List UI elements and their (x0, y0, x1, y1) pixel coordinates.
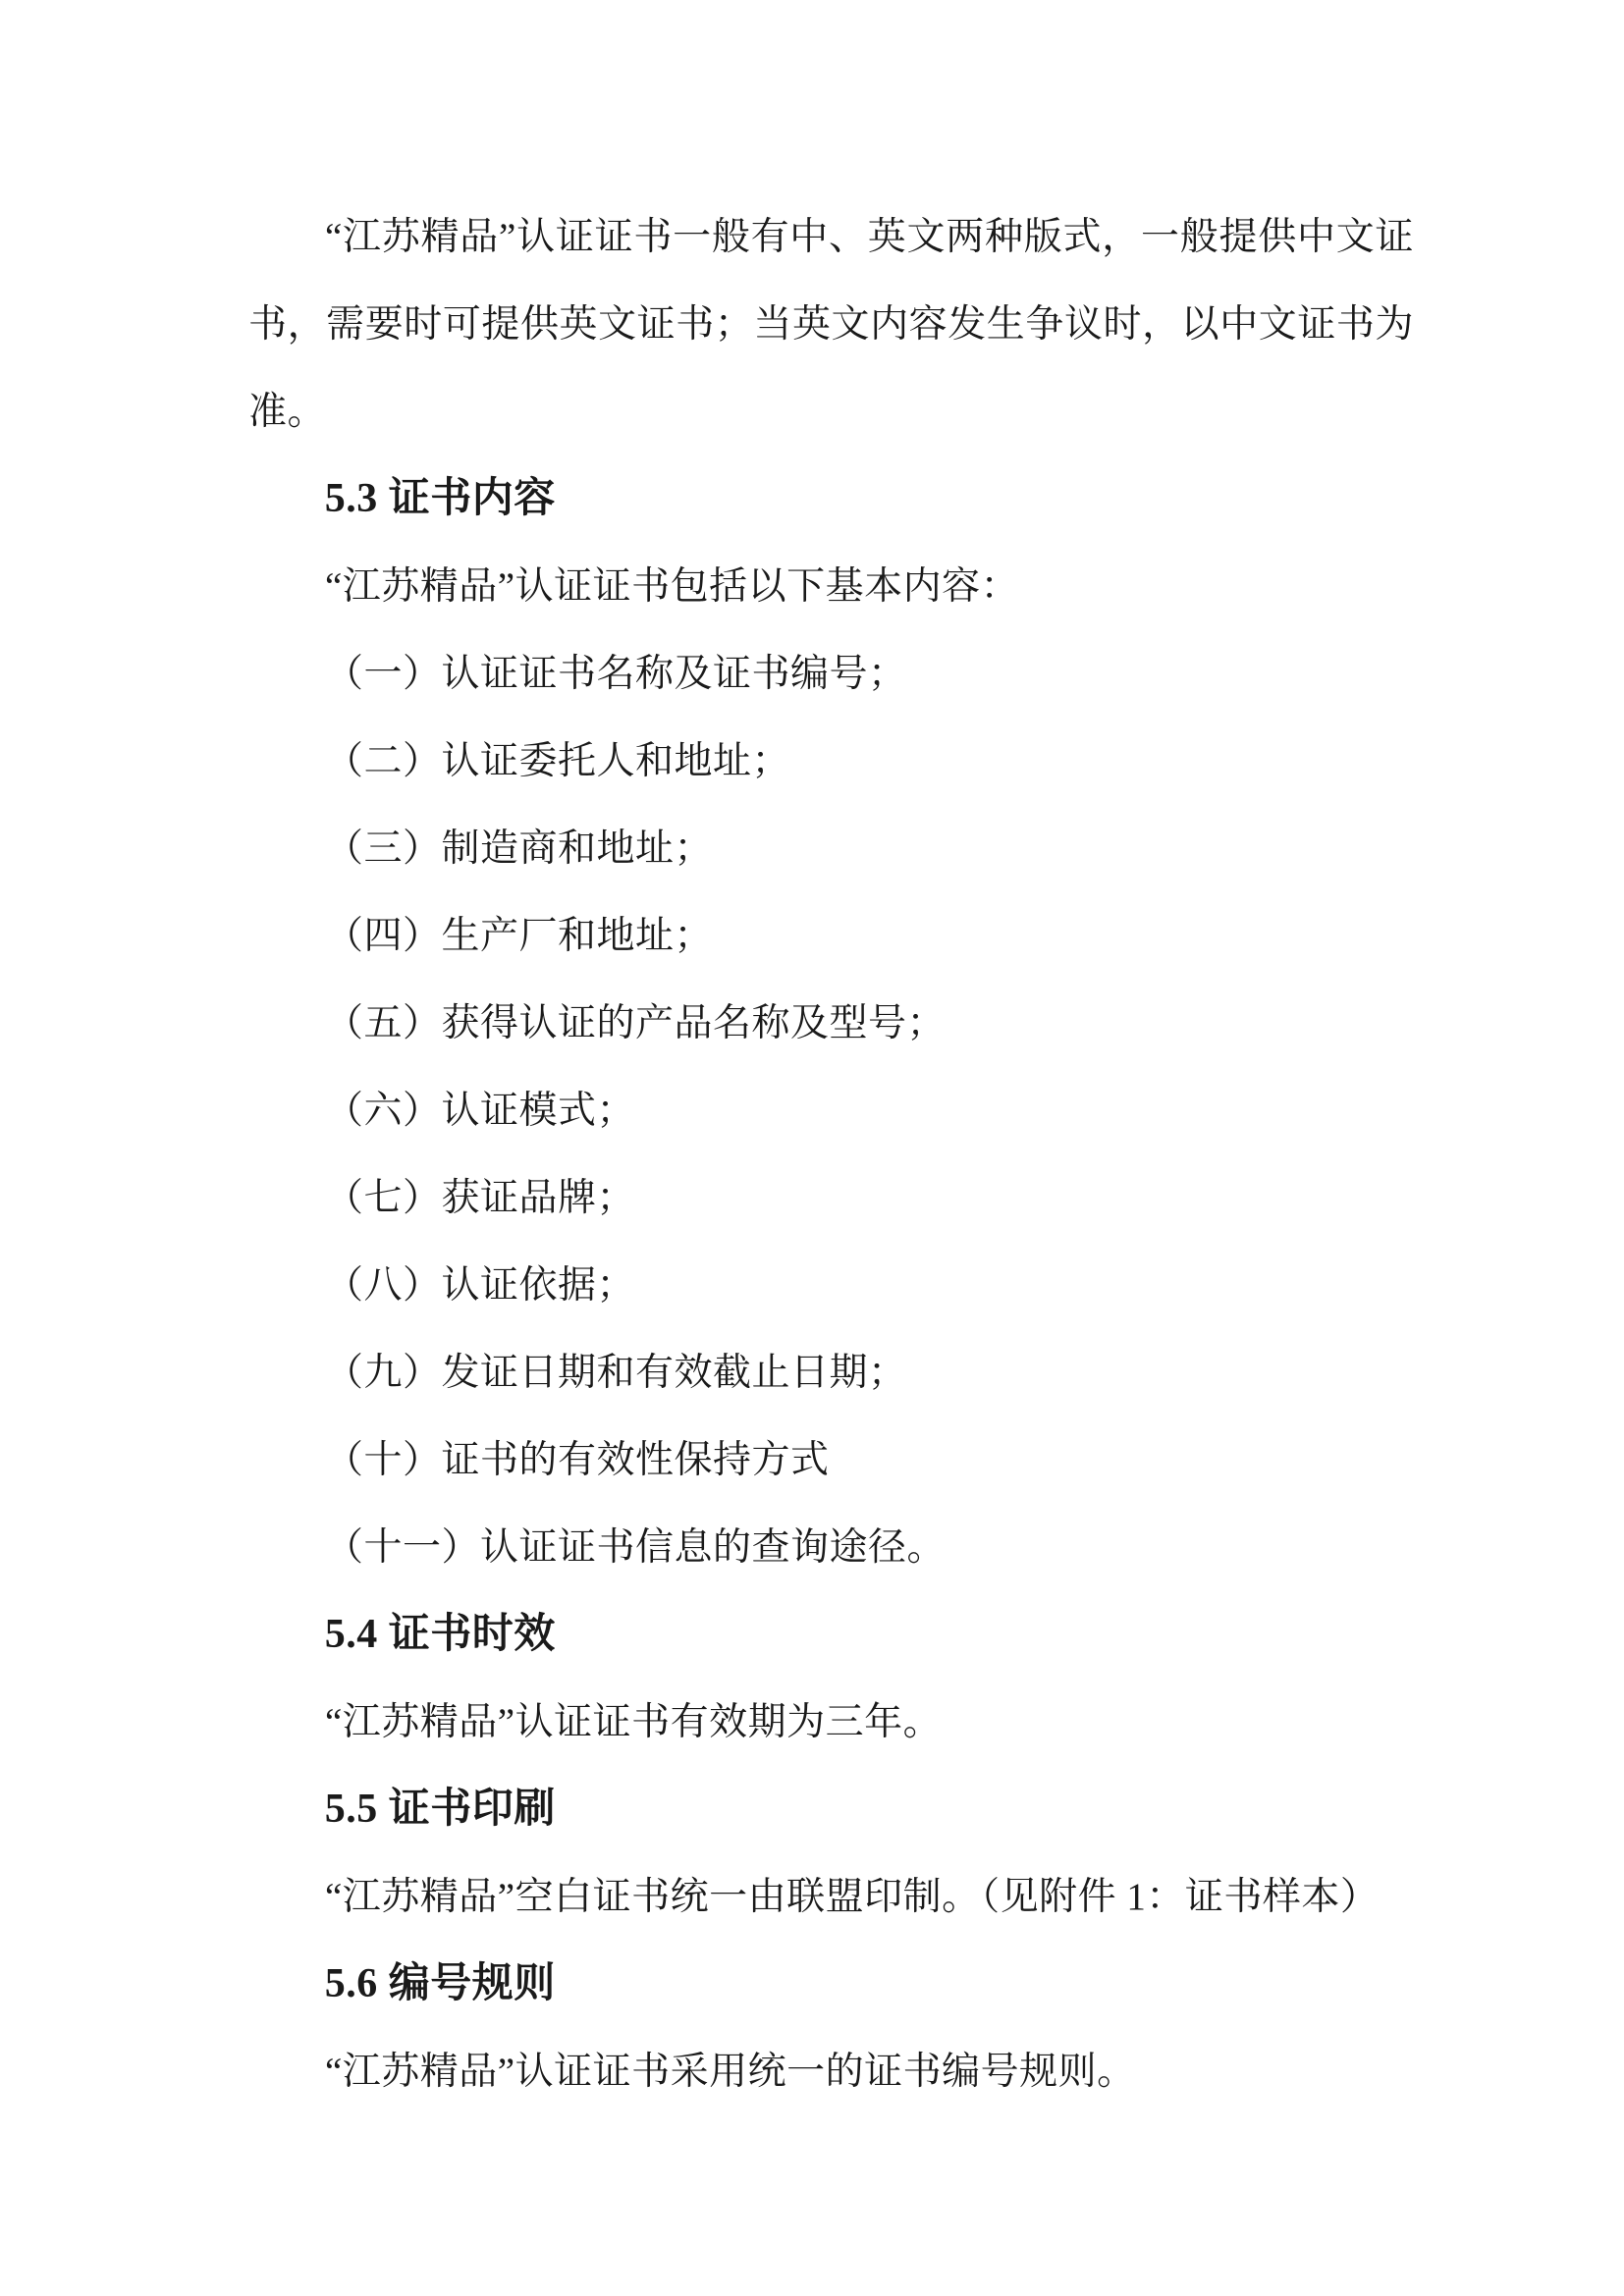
heading-5-5-certificate-printing: 5.5 证书印刷 (324, 1787, 556, 1832)
list-item-9: （九）发证日期和有效截止日期； (325, 1352, 907, 1394)
list-item-3: （三）制造商和地址； (325, 828, 714, 870)
para-certificate-validity: “江苏精品”认证证书有效期为三年。 (325, 1701, 943, 1743)
heading-5-3-certificate-contents: 5.3 证书内容 (324, 476, 556, 521)
para-certificate-printing: “江苏精品”空白证书统一由联盟印制。（见附件 1：证书样本） (325, 1876, 1380, 1918)
para-certificate-versions: “江苏精品”认证证书一般有中、英文两种版式，一般提供中文证书，需要时可提供英文证书；当英文内容发生争议时，以中文证书为准。 (248, 216, 1414, 433)
heading-5-4-certificate-validity: 5.4 证书时效 (324, 1612, 556, 1657)
heading-5-6-numbering-rules: 5.6 编号规则 (324, 1961, 556, 2006)
para-certificate-contents-intro: “江苏精品”认证证书包括以下基本内容： (325, 565, 1020, 608)
list-item-6: （六）认证模式； (325, 1090, 636, 1132)
list-item-11: （十一）认证证书信息的查询途径。 (325, 1526, 947, 1569)
list-item-1: （一）认证证书名称及证书编号； (325, 653, 907, 695)
list-item-10: （十）证书的有效性保持方式 (325, 1439, 830, 1481)
list-item-2: （二）认证委托人和地址； (325, 740, 791, 782)
list-item-5: （五）获得认证的产品名称及型号； (325, 1002, 947, 1044)
para-numbering-rules: “江苏精品”认证证书采用统一的证书编号规则。 (325, 2051, 1136, 2093)
list-item-4: （四）生产厂和地址； (325, 915, 714, 957)
list-item-7: （七）获证品牌； (325, 1177, 636, 1219)
document-page (248, 0, 1414, 2115)
list-item-8: （八）认证依据； (325, 1264, 636, 1307)
